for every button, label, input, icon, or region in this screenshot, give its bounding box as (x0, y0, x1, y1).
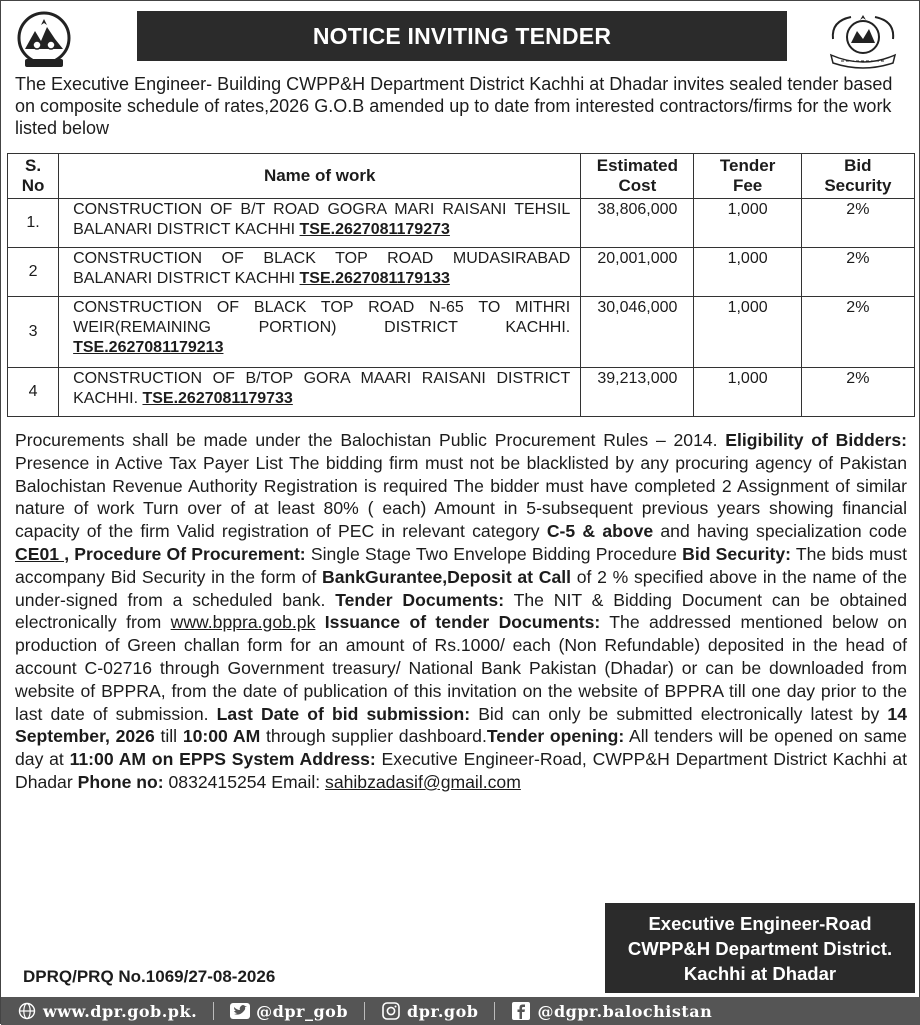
row-cost: 20,001,000 (581, 248, 694, 297)
table-header-row (8, 154, 915, 199)
footer-divider (494, 1002, 495, 1020)
footer-website[interactable] (17, 1002, 197, 1021)
row-fee: 1,000 (694, 297, 801, 368)
bid-security-label: Bid Security: (682, 543, 791, 564)
twitter-icon (230, 1002, 250, 1020)
footer-instagram[interactable] (381, 1002, 478, 1021)
row-work: CONSTRUCTION OF B/TOP GORA MAARI RAISANI DISTRICT KACHHI. TSE.2627081179733 (59, 368, 581, 417)
dpr-number: DPRQ/PRQ No.1069/27-08-2026 (23, 967, 276, 986)
submission-time: 10:00 AM (182, 726, 261, 747)
row-sno: 4 (8, 368, 59, 417)
header-sno: S. No (8, 154, 59, 199)
row-bid-security: 2% (801, 248, 914, 297)
row-tse-number: TSE.2627081179213 (73, 339, 224, 356)
signature-line-2: CWPP&H Department District. (627, 938, 893, 959)
footer-divider (213, 1002, 214, 1020)
row-tse-number: TSE.2627081179133 (299, 270, 450, 287)
category-value: C-5 & above (546, 521, 654, 542)
footer-facebook[interactable] (511, 1002, 712, 1021)
eligibility-label: Eligibility of Bidders: (725, 430, 907, 450)
footer-twitter-text: @dpr_gob (256, 1001, 349, 1021)
row-fee: 1,000 (694, 368, 801, 417)
signature-line-3: Kachhi at Dhadar (683, 963, 837, 984)
row-sno: 2 (8, 248, 59, 297)
row-work: CONSTRUCTION OF BLACK TOP ROAD MUDASIRABAD BALANARI DISTRICT KACHHI TSE.2627081179133 (59, 248, 581, 297)
facebook-icon (511, 1002, 531, 1020)
government-emblem-left-icon (15, 9, 73, 71)
row-tse-number: TSE.2627081179733 (142, 390, 293, 407)
footer-website-text: www.dpr.gob.pk. (43, 1001, 198, 1021)
bank-guarantee-label: BankGurantee,Deposit at Call (322, 566, 572, 587)
last-date-label: Last Date of bid submission: (216, 703, 471, 724)
row-work: CONSTRUCTION OF B/T ROAD GOGRA MARI RAISANI TEHSIL BALANARI DISTRICT KACHHI TSE.2627081179273 (59, 199, 581, 248)
tender-documents-label: Tender Documents: (335, 589, 505, 610)
tender-opening-label: Tender opening: (486, 726, 625, 747)
header-tender-fee: Tender Fee (694, 154, 801, 199)
works-table (7, 153, 915, 417)
header-bid-security: Bid Security (801, 154, 914, 199)
specialization-code: CE01 , (15, 543, 70, 564)
row-fee: 1,000 (694, 199, 801, 248)
row-cost: 30,046,000 (581, 297, 694, 368)
phone-label: Phone no: (77, 771, 164, 792)
signature-line-1: Executive Engineer-Road (648, 913, 872, 934)
globe-icon (17, 1002, 37, 1020)
row-work: CONSTRUCTION OF BLACK TOP ROAD N-65 TO MITHRI WEIR(REMAINING PORTION) DISTRICT KACHHI. TSE.2627081179213 (59, 297, 581, 368)
row-bid-security: 2% (801, 297, 914, 368)
row-cost: 38,806,000 (581, 199, 694, 248)
footer-bar (1, 997, 920, 1025)
footer-instagram-text: dpr.gob (407, 1001, 479, 1021)
instagram-icon (381, 1002, 401, 1020)
footer-twitter[interactable] (230, 1002, 348, 1021)
notice-title: NOTICE INVITING TENDER (137, 11, 787, 61)
bppra-website-link[interactable]: www.bppra.gob.pk (170, 612, 316, 633)
row-fee: 1,000 (694, 248, 801, 297)
procedure-label: Procedure Of Procurement: (69, 543, 306, 564)
row-tse-number: TSE.2627081179273 (299, 221, 450, 238)
footer-divider (364, 1002, 365, 1020)
header-name-of-work: Name of work (59, 154, 581, 199)
row-bid-security: 2% (801, 199, 914, 248)
signature-block (605, 903, 915, 993)
row-sno: 1. (8, 199, 59, 248)
government-emblem-right-icon (823, 9, 903, 71)
row-sno: 3 (8, 297, 59, 368)
footer-facebook-text: @dgpr.balochistan (537, 1001, 713, 1021)
intro-paragraph: The Executive Engineer- Building CWPP&H Department District Kachhi at Dhadar invites sealed tender based on composite schedule of rates,2026 G.O.B amended up to date from interested contractors/firms for the work listed below (15, 74, 893, 138)
table-row (8, 199, 915, 248)
issuance-label: Issuance of tender Documents: (315, 612, 601, 633)
tender-terms-paragraph: Procurements shall be made under the Balochistan Public Procurement Rules – 2014. Eligibility of Bidders: Presence in Active Tax Payer List The bidding firm must not be blacklisted by any procuring agency of Pakistan Balochistan Revenue Authority Registration is required The bidder must have completed 2 Assignment of similar nature of work Turn over of at least 80% ( each) Amount in 5-subsequent previous years showing financial capacity of the firm Valid registration of PEC in relevant category C-5 & above and having specialization code CE01 , Procedure Of Procurement: Single Stage Two Envelope Bidding Procedure Bid Security: The bids must accompany Bid Security in the form of BankGurantee,Deposit at Call of 2 % specified above in the name of the under-signed from a scheduled bank. Tender Documents: The NIT & Bidding Document can be obtained electronically from www.bppra.gob.pk Issuance of tender Documents: The addressed mentioned below on production of Green challan form for an amount of Rs.1000/ each (Non Refundable) deposited in the head of account C-02716 through Government treasury/ National Bank Pakistan (Dhadar) or can be downloaded from website of BPPRA, from the date of publication of this invitation on the website of BPPRA till one day prior to the last date of submission. Last Date of bid submission: Bid can only be submitted electronically latest by 14 September, 2026 till 10:00 AM through supplier dashboard.Tender opening: All tenders will be opened on same day at 11:00 AM on EPPS System Address: Executive Engineer-Road, CWPP&H Department District Kachhi at Dhadar Phone no: 0832415254 Email: sahibzadasif@gmail.com (15, 430, 908, 792)
submission-date: 14 September, 2026 (15, 703, 907, 747)
email-link[interactable]: sahibzadasif@gmail.com (325, 771, 521, 792)
row-bid-security: 2% (801, 368, 914, 417)
row-cost: 39,213,000 (581, 368, 694, 417)
opening-time: 11:00 AM on EPPS System Address: (69, 749, 376, 770)
phone-number: 0832415254 (163, 771, 267, 792)
header-estimated-cost: Estimated Cost (581, 154, 694, 199)
table-row (8, 368, 915, 417)
table-row (8, 297, 915, 368)
table-row (8, 248, 915, 297)
